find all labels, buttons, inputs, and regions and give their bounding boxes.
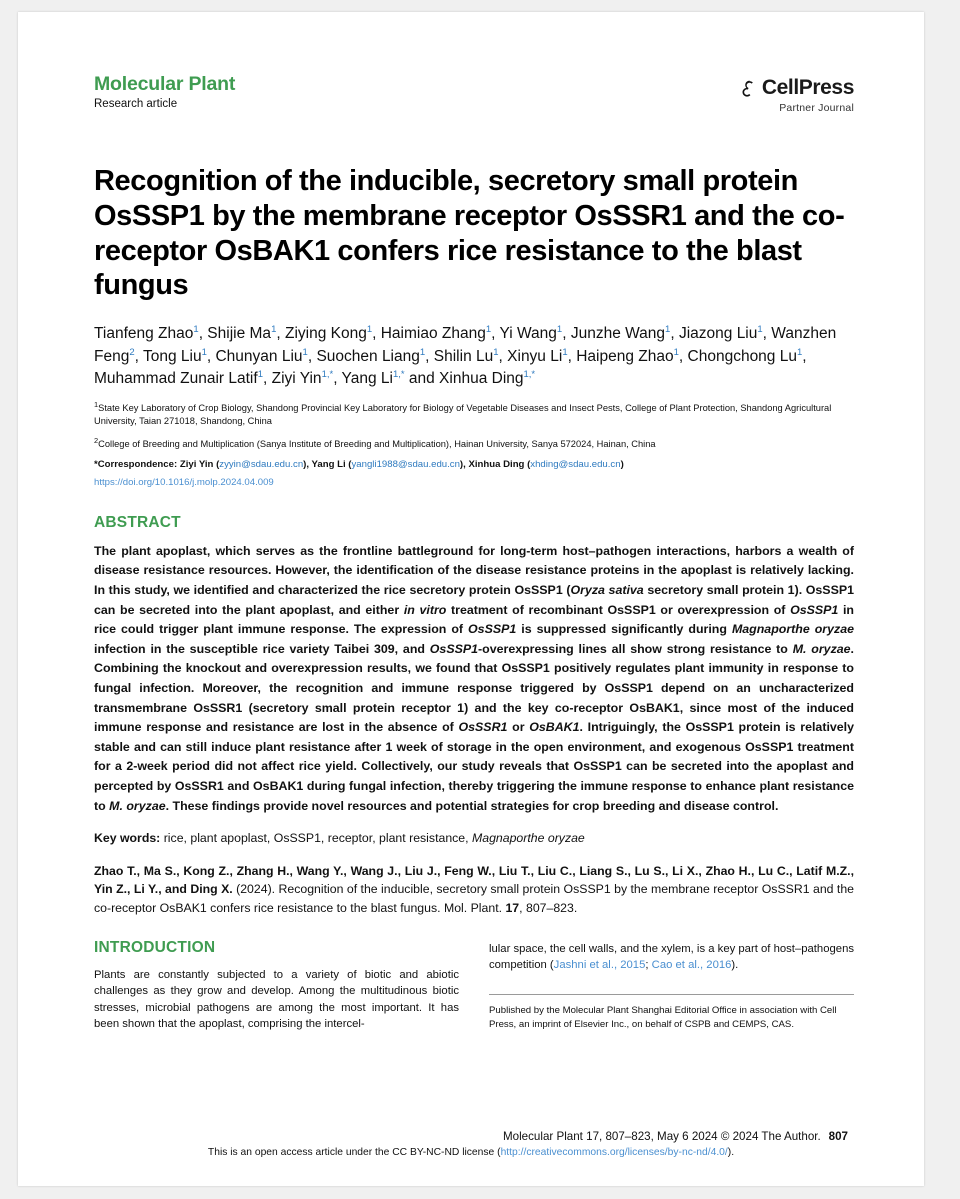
introduction-right-text: lular space, the cell walls, and the xylem, is a key part of host–pathogens competition (Jashni et al., 2015; Cao et al., 2016). [489,942,854,972]
divider [489,994,854,995]
partner-journal-label: Partner Journal [779,102,854,114]
cellpress-wordmark: CellPress [761,76,854,99]
doi-link[interactable] [94,477,854,488]
footer-citation-line [94,1130,848,1143]
right-column [489,939,854,1033]
journal-article-page [18,12,924,1186]
footer-citation-text: Molecular Plant 17, 807–823, May 6 2024 © 2024 The Author. [503,1130,821,1143]
affiliation-1: $^1$State Key Laboratory of Crop Biology, Shandong Provincial Key Laboratory for Biology of Vegetable Diseases and Insect Pests, College of Plant Protection, Shandong Agricultural University, Taian 271018, Shandong, China [94,400,832,426]
cellpress-mark-icon [736,78,756,98]
cellpress-logo [736,76,854,114]
footer-license-line: This is an open access article under the CC BY-NC-ND license (http://creativecommons.org/licenses/by-nc-nd/4.0/). [207,1147,735,1158]
correspondence: *Correspondence: Ziyi Yin (zyyin@sdau.edu.cn), Yang Li (yangli1988@sdau.edu.cn), Xinhua Ding (xhding@sdau.edu.cn) [94,458,624,470]
doi-anchor[interactable]: https://doi.org/10.1016/j.molp.2024.04.009 [94,476,274,488]
self-citation: Zhao T., Ma S., Kong Z., Zhang H., Wang Y., Wang J., Liu J., Feng W., Liu T., Liu C., Liang S., Lu S., Li X., Zhao H., Lu C., Latif M.Z., Yin Z., Li Y., and Ding X. (2024). Recognition of the inducible, secretory small protein OsSSP1 by the membrane receptor OsSSR1 and the co-receptor OsBAK1 confers rice resistance to the blast fungus. Mol. Plant. 17, 807–823. [94,863,855,915]
introduction-heading: INTRODUCTION [94,938,216,956]
author-list: Tianfeng Zhao$^1$, Shijie Ma$^1$, Ziying Kong$^1$, Haimiao Zhang$^1$, Yi Wang$^1$, Junzhe Wang$^1$, Jiazong Liu$^1$, Wanzhen Feng$^2$, Tong Liu$^1$, Chunyan Liu$^1$, Suochen Liang$^1$, Shilin Lu$^1$, Xinyu Li$^1$, Haipeng Zhao$^1$, Chongchong Lu$^1$, Muhammad Zunair Latif$^1$, Ziyi Yin$^{1,*}$, Yang $Li^{1,*}$ and Xinhua Ding$^{1,*}$ [94,324,837,388]
body-columns [94,939,854,1033]
article-type-label: Research article [94,98,178,111]
left-column [94,939,459,1033]
introduction-left-text: Plants are constantly subjected to a variety of biotic and abiotic challenges as they grow and develop. Among the multitudinous biotic stresses, microbial pathogens are among the most important. It has been shown that the apoplast, comprising the intercel- [94,968,459,1031]
journal-name: Molecular Plant [94,73,236,95]
abstract-heading: ABSTRACT [94,513,181,531]
page-number: 807 [828,1130,848,1143]
affiliation-2: $^2$College of Breeding and Multiplication (Sanya Institute of Breeding and Multiplication), Hainan University, Sanya 572024, Hainan, China [94,436,656,450]
abstract-body: The plant apoplast, which serves as the frontline battleground for long-term host–pathogen interactions, harbors a wealth of disease resistance resources. However, the identification of the disease resistance proteins in the apoplast is relatively lacking. In this study, we identified and characterized the rice secretory protein OsSSP1 (Oryza sativa secretory small protein 1). OsSSP1 can be secreted into the plant apoplast, and either in vitro treatment of recombinant OsSSP1 or overexpression of OsSSP1 in rice could trigger plant immune response. The expression of OsSSP1 is suppressed significantly during Magnaporthe oryzae infection in the susceptible rice variety Taibei 309, and OsSSP1-overexpressing lines all show strong resistance to M. oryzae. Combining the knockout and overexpression results, we found that OsSSP1 positively regulates plant immunity in response to fungal infection. Moreover, the recognition and immune response triggered by OsSSP1 depend on an uncharacterized transmembrane OsSSR1 (secretory small protein receptor 1) and the key co-receptor OsBAK1, since most of the induced immune response and resistance are lost in the absence of OsSSR1 or OsBAK1. Intriguingly, the OsSSP1 protein is relatively stable and can still induce plant resistance after 1 week of storage in the open environment, and exogenous OsSSP1 treatment for a 2-week period did not affect rice yield. Collectively, our study reveals that OsSSP1 can be secreted into the apoplast and percepted by OsSSR1 and OsBAK1 during fungal infection, thereby triggering the immune response to enhance plant resistance to M. oryzae. These findings provide novel resources and potential strategies for crop breeding and disease control. [94,543,855,813]
page-footer [94,1130,848,1158]
masthead [94,74,854,138]
keywords: Key words: rice, plant apoplast, OsSSP1, receptor, plant resistance, Magnaporthe oryzae [94,831,585,846]
publisher-note: Published by the Molecular Plant Shanghai Editorial Office in association with Cell Press, an imprint of Elsevier Inc., on behalf of CSPB and CEMPS, CAS. [489,1004,837,1030]
article-title: Recognition of the inducible, secretory small protein OsSSP1 by the membrane receptor OsSSR1 and the co-receptor OsBAK1 confers rice resistance to the blast fungus [94,165,845,302]
